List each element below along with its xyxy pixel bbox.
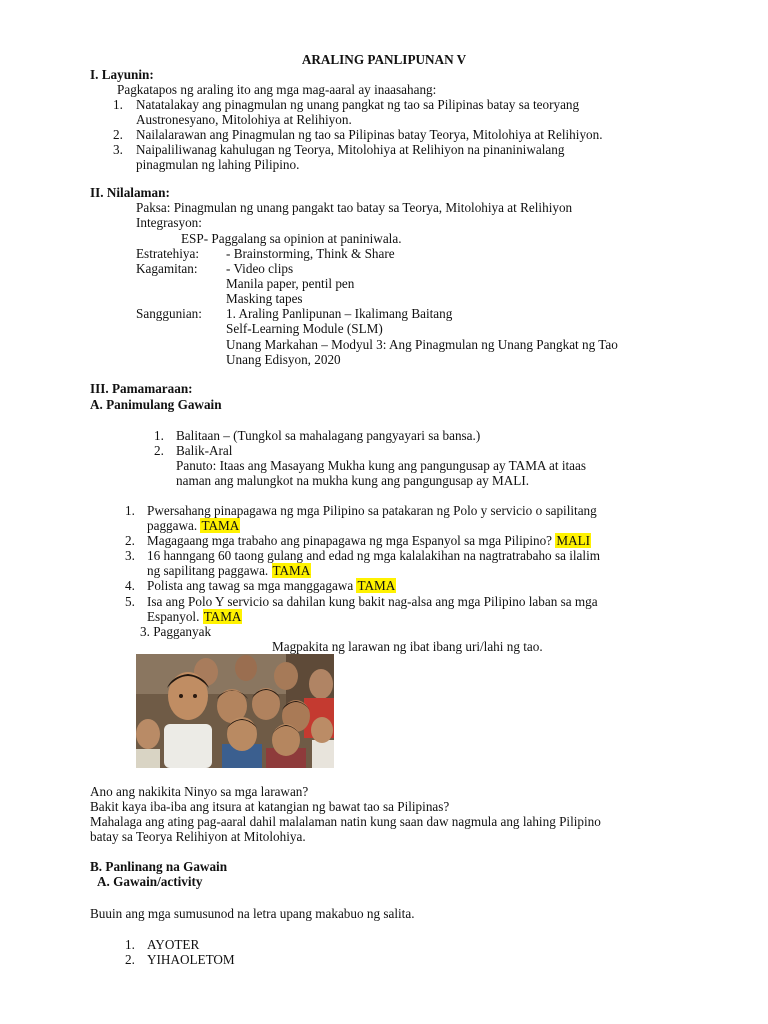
step-balitaan: Balitaan – (Tungkol sa mahalagang pangyayari sa bansa.) <box>176 428 481 443</box>
activity-instruction: Buuin ang mga sumusunod na letra upang makabuo ng salita. <box>90 906 415 921</box>
sanggunian-value: 1. Araling Panlipunan – Ikalimang Baitang <box>226 306 453 321</box>
esp-line: ESP- Paggalang sa opinion at paniniwala. <box>181 231 402 246</box>
quiz-text: paggawa. <box>147 518 198 533</box>
layunin-num: 1. <box>113 97 123 112</box>
pamamaraan-heading: III. Pamamaraan: <box>90 381 193 396</box>
children-photo <box>136 654 334 768</box>
answer-highlight: TAMA <box>203 609 242 624</box>
panimulang-gawain-heading: A. Panimulang Gawain <box>90 397 222 412</box>
quiz-text: Espanyol. <box>147 609 200 624</box>
quiz-text: Polista ang tawag sa mga manggagawa <box>147 578 354 593</box>
children-photo-graphic <box>136 654 334 768</box>
integrasyon-label: Integrasyon: <box>136 215 202 230</box>
quiz-item-1: Pwersahang pinapagawa ng mga Pilipino sa patakaran ng Polo y servicio o sapilitang <box>147 503 597 518</box>
layunin-num: 3. <box>113 142 123 157</box>
sanggunian-label: Sanggunian: <box>136 306 202 321</box>
layunin-heading: I. Layunin: <box>90 67 154 82</box>
kagamitan-value: - Video clips <box>226 261 294 276</box>
kagamitan-value: Manila paper, pentil pen <box>226 276 355 291</box>
word-num: 1. <box>125 937 135 952</box>
answer-highlight: TAMA <box>357 578 396 593</box>
estratehiya-label: Estratehiya: <box>136 246 199 261</box>
panuto-line: Panuto: Itaas ang Masayang Mukha kung ang pangungusap ay TAMA at itaas <box>176 458 586 473</box>
layunin-item-1-cont: Austronesyano, Mitolohiya at Relihiyon. <box>136 112 352 127</box>
answer-highlight: TAMA <box>201 518 240 533</box>
question-line: Ano ang nakikita Ninyo sa mga larawan? <box>90 784 309 799</box>
step-num: 2. <box>154 443 164 458</box>
scrambled-word: YIHAOLETOM <box>147 952 235 967</box>
quiz-item-3-cont <box>147 563 311 578</box>
quiz-item-4 <box>147 578 396 593</box>
panuto-line-cont: naman ang malungkot na mukha kung ang pangungusap ay MALI. <box>176 473 530 488</box>
layunin-item-1: Natatalakay ang pinagmulan ng unang pangkat ng tao sa Pilipinas batay sa teoryang <box>136 97 580 112</box>
estratehiya-value: - Brainstorming, Think & Share <box>226 246 395 261</box>
quiz-num: 5. <box>125 594 135 609</box>
quiz-item-1-cont <box>147 518 240 533</box>
document-title: ARALING PANLIPUNAN V <box>301 52 467 67</box>
sanggunian-value: Unang Markahan – Modyul 3: Ang Pinagmulan ng Unang Pangkat ng Tao <box>226 337 618 352</box>
layunin-item-3: Naipaliliwanag kahulugan ng Teorya, Mitolohiya at Relihiyon na pinaniniwalang <box>136 142 565 157</box>
layunin-intro: Pagkatapos ng araling ito ang mga mag-aaral ay inaasahang: <box>117 82 437 97</box>
quiz-item-5: Isa ang Polo Y servicio sa dahilan kung bakit nag-alsa ang mga Pilipino laban sa mga <box>147 594 598 609</box>
question-line: Bakit kaya iba-iba ang itsura at katangian ng bawat tao sa Pilipinas? <box>90 799 450 814</box>
quiz-item-5-cont <box>147 609 242 624</box>
quiz-num: 4. <box>125 578 135 593</box>
kagamitan-value: Masking tapes <box>226 291 303 306</box>
step-num: 1. <box>154 428 164 443</box>
sanggunian-value: Unang Edisyon, 2020 <box>226 352 341 367</box>
mahalaga-line-cont: batay sa Teorya Relihiyon at Mitolohiya. <box>90 829 306 844</box>
nilalaman-heading: II. Nilalaman: <box>90 185 170 200</box>
paksa-line: Paksa: Pinagmulan ng unang pangakt tao batay sa Teorya, Mitolohiya at Relihiyon <box>136 200 573 215</box>
quiz-item-2 <box>147 533 591 548</box>
pagganyak-caption: Magpakita ng larawan ng ibat ibang uri/lahi ng tao. <box>272 639 543 654</box>
answer-highlight: MALI <box>556 533 591 548</box>
layunin-item-2: Nailalarawan ang Pinagmulan ng tao sa Pilipinas batay Teorya, Mitolohiya at Relihiyon. <box>136 127 603 142</box>
quiz-num: 1. <box>125 503 135 518</box>
kagamitan-label: Kagamitan: <box>136 261 198 276</box>
scrambled-word: AYOTER <box>147 937 200 952</box>
answer-highlight: TAMA <box>272 563 311 578</box>
word-num: 2. <box>125 952 135 967</box>
quiz-item-3: 16 hanngang 60 taong gulang and edad ng mga kalalakihan na nagtratrabaho sa ilalim <box>147 548 600 563</box>
quiz-text: Magagaang mga trabaho ang pinapagawa ng mga Espanyol sa mga Pilipino? <box>147 533 553 548</box>
mahalaga-line: Mahalaga ang ating pag-aaral dahil malalaman natin kung saan daw nagmula ang lahing Pilipino <box>90 814 601 829</box>
layunin-item-3-cont: pinagmulan ng lahing Pilipino. <box>136 157 300 172</box>
quiz-num: 2. <box>125 533 135 548</box>
quiz-text: ng sapilitang paggawa. <box>147 563 269 578</box>
step-pagganyak: 3. Pagganyak <box>140 624 212 639</box>
quiz-num: 3. <box>125 548 135 563</box>
sanggunian-value: Self-Learning Module (SLM) <box>226 321 383 336</box>
layunin-num: 2. <box>113 127 123 142</box>
gawain-activity-heading: A. Gawain/activity <box>97 874 203 889</box>
panlinang-heading: B. Panlinang na Gawain <box>90 859 228 874</box>
step-balik-aral: Balik-Aral <box>176 443 233 458</box>
